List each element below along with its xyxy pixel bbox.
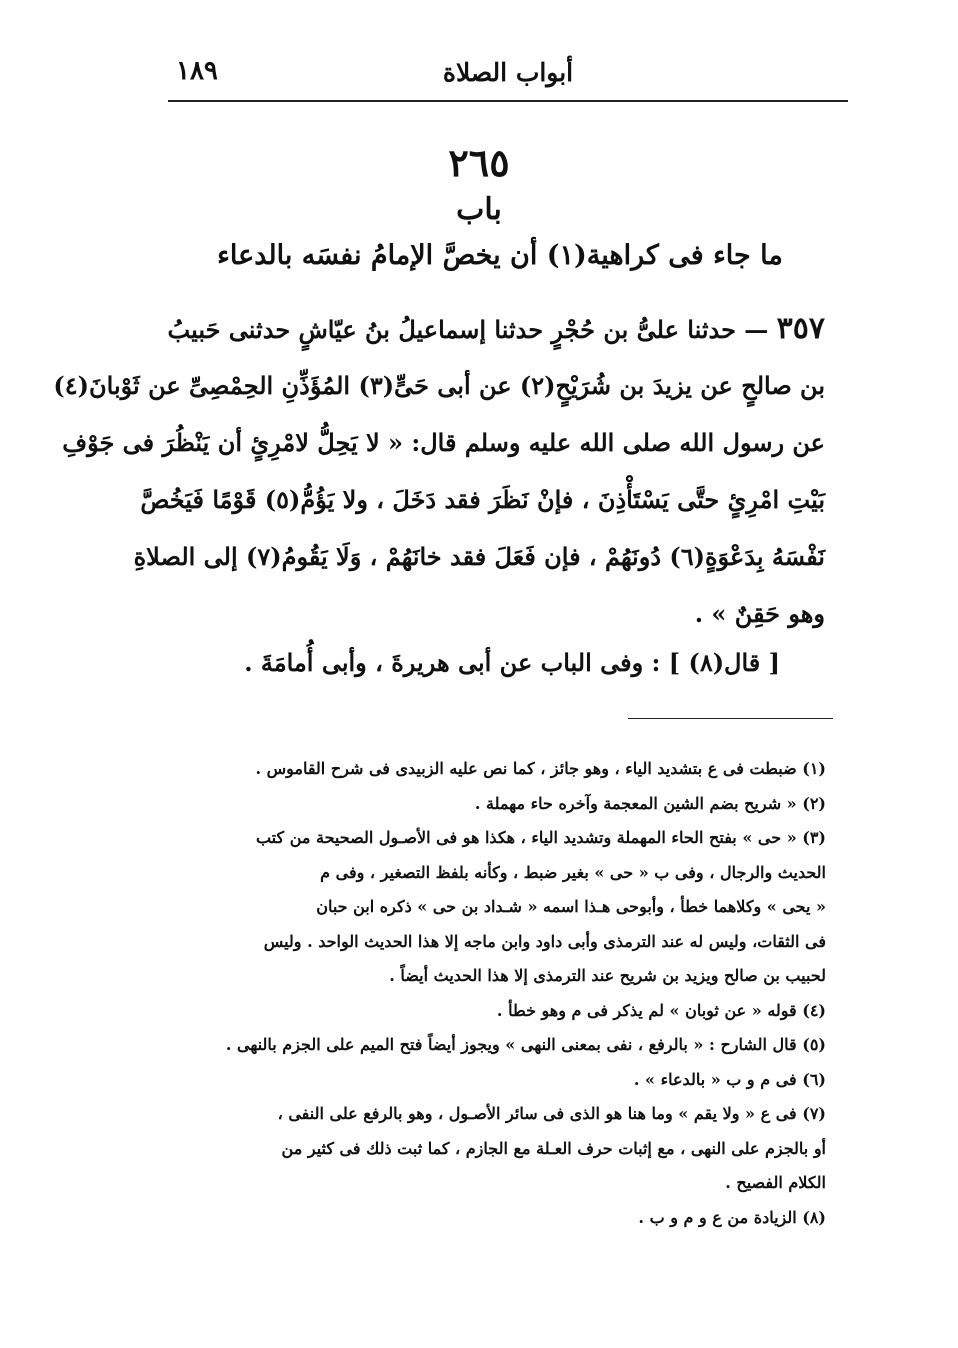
footnote-3: (٣) « حى » بفتح الحاء المهملة وتشديد الياء ، هكذا هو فى الأصـول الصحيحة من كتب [255,828,826,847]
footnote-8: (٨) الزيادة من ع و م و ب . [638,1207,826,1227]
footnote-2: (٢) « شريح بضم الشين المعجمة وآخره حاء مهملة . [474,793,826,813]
page-number: ١٨٩ [176,56,218,86]
hadith-line: بن صالحٍ عن يزيدَ بن شُرَيْحٍ(٢) عن أبى حَىٍّ(٣) المُؤَذِّنِ الحِمْصِىِّ عن ثَوْبانَ(٤) [53,371,825,400]
footnote-3-continuation: فى الثقات، وليس له عند الترمذى وأبى داود وابن ماجه إلا هذا الحديث الواحد . وليس [263,931,826,951]
chapter-note: [ قال(٨) ] : وفى الباب عن أبى هريرةَ ، وأبى أُمامَةَ . [244,648,780,677]
bab-label: باب [456,192,502,227]
chapter-title: ما جاء فى كراهية(١) أن يخصَّ الإمامُ نفسَه بالدعاء [217,240,783,271]
hadith-line: عن رسول الله صلى الله عليه وسلم قال: « لا يَحِلُّ لامْرِئٍ أن يَنْظُرَ فى جَوْفِ [62,428,825,457]
footnote-1: (١) ضبطت فى ع بتشديد الياء ، وهو جائز ، كما نص عليه الزبيدى فى شرح القاموس . [255,759,826,778]
footnote-5: (٥) قال الشارح : « بالرفع ، نفى بمعنى النهى » ويجوز أيضاً فتح الميم على الجزم بالنهى . [225,1035,826,1054]
footnote-3-continuation: الحديث والرجال ، وفى ب « حى » بغير ضبط ، وكأنه بلفظ التصغير ، وفى م [320,862,826,882]
footnote-4: (٤) قوله « عن ثوبان » لم يذكر فى م وهو خطأ . [496,1000,826,1020]
hadith-line [167,300,825,357]
hadith-line: وهو حَقِنٌ » . [694,599,825,628]
running-header [168,52,848,102]
hadith-text [53,300,825,642]
footnote-3-continuation: لحبيب بن صالح ويزيد بن شريح عند الترمذى إلا هذا الحديث أيضاً . [389,966,826,985]
footnote-7-continuation: أو بالجزم على النهى ، مع إثبات حرف العـلة مع الجازم ، كما ثبت ذلك فى كثير من [281,1138,826,1158]
footnote-6: (٦) فى م و ب « بالدعاء » . [633,1069,826,1089]
hadith-number: ٣٥٧ [776,311,825,346]
header-rule [168,100,848,102]
footnote-3-continuation: « يحى » وكلاهما خطأ ، وأبوحى هـذا اسمه « شـداد بن حى » ذكره ابن حبان [316,897,826,916]
footnote-7: (٧) فى ع « ولا يقم » وما هنا هو الذى فى سائر الأصـول ، وهو بالرفع على النفى ، [277,1104,826,1123]
footnote-rule [628,718,833,719]
hadith-line: بَيْتِ امْرِئٍ حتَّى يَسْتَأْذِنَ ، فإنْ نَظَرَ فقد دَخَلَ ، ولا يَؤُمُّ(٥) قَوْمًا فَيَخُصَّ [140,485,825,514]
hadith-line-text: — حدثنا علىُّ بن حُجْرٍ حدثنا إسماعيلُ بنُ عيّاشٍ حدثنى حَبيبُ [167,315,769,344]
footnote-7-continuation: الكلام الفصيح . [725,1173,826,1192]
chapter-number: ٢٦٥ [448,140,510,185]
footnotes [178,752,826,1235]
hadith-line: نَفْسَهُ بِدَعْوَةٍ(٦) دُونَهُمْ ، فإن فَعَلَ فقد خانَهُمْ ، وَلَا يَقُومُ(٧) إلى الصلاةِ [133,542,825,571]
running-title: أبواب الصلاة [442,58,574,87]
